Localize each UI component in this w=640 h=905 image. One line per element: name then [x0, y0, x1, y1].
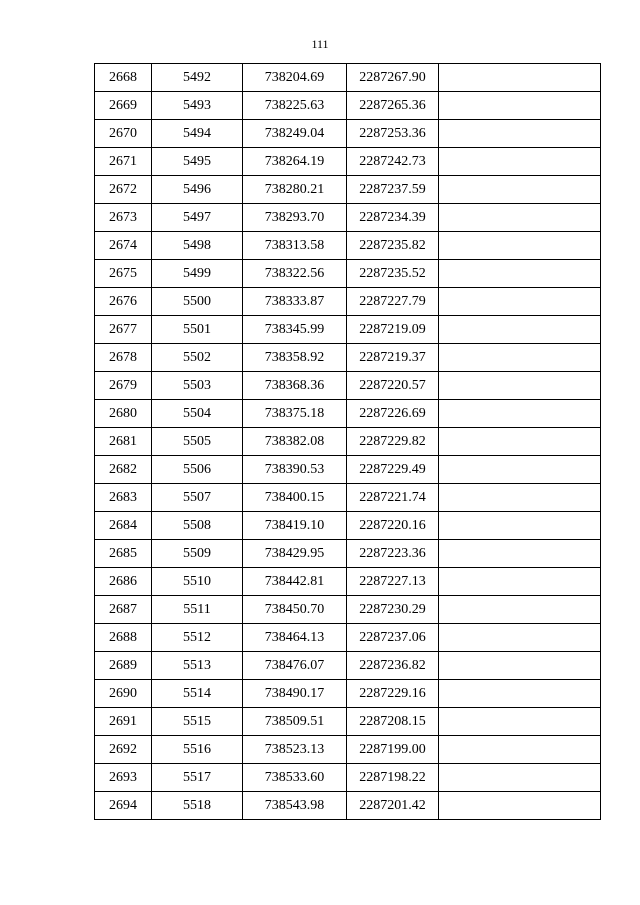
note-cell	[439, 372, 601, 400]
table-row	[95, 176, 601, 204]
note-cell	[439, 260, 601, 288]
y-coordinate-cell: 2287237.59	[347, 176, 439, 204]
note-cell	[439, 288, 601, 316]
note-cell	[439, 456, 601, 484]
table-row	[95, 400, 601, 428]
point-id-cell: 5501	[152, 316, 243, 344]
row-index-cell: 2683	[95, 484, 152, 512]
table-row	[95, 736, 601, 764]
point-id-cell: 5493	[152, 92, 243, 120]
note-cell	[439, 428, 601, 456]
note-cell	[439, 708, 601, 736]
note-cell	[439, 120, 601, 148]
note-cell	[439, 204, 601, 232]
row-index-cell: 2677	[95, 316, 152, 344]
x-coordinate-cell: 738333.87	[243, 288, 347, 316]
point-id-cell: 5512	[152, 624, 243, 652]
y-coordinate-cell: 2287201.42	[347, 792, 439, 820]
row-index-cell: 2674	[95, 232, 152, 260]
x-coordinate-cell: 738313.58	[243, 232, 347, 260]
row-index-cell: 2680	[95, 400, 152, 428]
point-id-cell: 5514	[152, 680, 243, 708]
y-coordinate-cell: 2287198.22	[347, 764, 439, 792]
x-coordinate-cell: 738249.04	[243, 120, 347, 148]
row-index-cell: 2691	[95, 708, 152, 736]
point-id-cell: 5497	[152, 204, 243, 232]
x-coordinate-cell: 738358.92	[243, 344, 347, 372]
coordinates-table	[94, 63, 601, 820]
row-index-cell: 2676	[95, 288, 152, 316]
table-row	[95, 764, 601, 792]
point-id-cell: 5494	[152, 120, 243, 148]
point-id-cell: 5498	[152, 232, 243, 260]
note-cell	[439, 764, 601, 792]
x-coordinate-cell: 738419.10	[243, 512, 347, 540]
note-cell	[439, 596, 601, 624]
y-coordinate-cell: 2287230.29	[347, 596, 439, 624]
row-index-cell: 2686	[95, 568, 152, 596]
x-coordinate-cell: 738543.98	[243, 792, 347, 820]
table-row	[95, 596, 601, 624]
row-index-cell: 2681	[95, 428, 152, 456]
x-coordinate-cell: 738264.19	[243, 148, 347, 176]
y-coordinate-cell: 2287229.49	[347, 456, 439, 484]
x-coordinate-cell: 738390.53	[243, 456, 347, 484]
x-coordinate-cell: 738225.63	[243, 92, 347, 120]
note-cell	[439, 624, 601, 652]
row-index-cell: 2684	[95, 512, 152, 540]
point-id-cell: 5506	[152, 456, 243, 484]
table-row	[95, 372, 601, 400]
row-index-cell: 2693	[95, 764, 152, 792]
y-coordinate-cell: 2287234.39	[347, 204, 439, 232]
table-row	[95, 512, 601, 540]
y-coordinate-cell: 2287242.73	[347, 148, 439, 176]
x-coordinate-cell: 738345.99	[243, 316, 347, 344]
point-id-cell: 5509	[152, 540, 243, 568]
table-row	[95, 120, 601, 148]
note-cell	[439, 484, 601, 512]
y-coordinate-cell: 2287237.06	[347, 624, 439, 652]
table-row	[95, 92, 601, 120]
point-id-cell: 5508	[152, 512, 243, 540]
y-coordinate-cell: 2287226.69	[347, 400, 439, 428]
x-coordinate-cell: 738382.08	[243, 428, 347, 456]
note-cell	[439, 400, 601, 428]
point-id-cell: 5504	[152, 400, 243, 428]
table-row	[95, 260, 601, 288]
note-cell	[439, 736, 601, 764]
row-index-cell: 2688	[95, 624, 152, 652]
x-coordinate-cell: 738400.15	[243, 484, 347, 512]
y-coordinate-cell: 2287220.57	[347, 372, 439, 400]
x-coordinate-cell: 738450.70	[243, 596, 347, 624]
y-coordinate-cell: 2287220.16	[347, 512, 439, 540]
table-row	[95, 484, 601, 512]
note-cell	[439, 512, 601, 540]
row-index-cell: 2692	[95, 736, 152, 764]
point-id-cell: 5500	[152, 288, 243, 316]
y-coordinate-cell: 2287229.82	[347, 428, 439, 456]
x-coordinate-cell: 738490.17	[243, 680, 347, 708]
point-id-cell: 5496	[152, 176, 243, 204]
y-coordinate-cell: 2287267.90	[347, 64, 439, 92]
point-id-cell: 5517	[152, 764, 243, 792]
row-index-cell: 2678	[95, 344, 152, 372]
point-id-cell: 5495	[152, 148, 243, 176]
point-id-cell: 5507	[152, 484, 243, 512]
table-row	[95, 288, 601, 316]
y-coordinate-cell: 2287253.36	[347, 120, 439, 148]
row-index-cell: 2685	[95, 540, 152, 568]
note-cell	[439, 792, 601, 820]
point-id-cell: 5505	[152, 428, 243, 456]
point-id-cell: 5499	[152, 260, 243, 288]
note-cell	[439, 344, 601, 372]
x-coordinate-cell: 738509.51	[243, 708, 347, 736]
y-coordinate-cell: 2287229.16	[347, 680, 439, 708]
y-coordinate-cell: 2287221.74	[347, 484, 439, 512]
note-cell	[439, 540, 601, 568]
x-coordinate-cell: 738476.07	[243, 652, 347, 680]
x-coordinate-cell: 738204.69	[243, 64, 347, 92]
note-cell	[439, 64, 601, 92]
y-coordinate-cell: 2287235.52	[347, 260, 439, 288]
table-row	[95, 652, 601, 680]
x-coordinate-cell: 738429.95	[243, 540, 347, 568]
note-cell	[439, 148, 601, 176]
note-cell	[439, 680, 601, 708]
row-index-cell: 2694	[95, 792, 152, 820]
point-id-cell: 5510	[152, 568, 243, 596]
note-cell	[439, 232, 601, 260]
y-coordinate-cell: 2287208.15	[347, 708, 439, 736]
row-index-cell: 2672	[95, 176, 152, 204]
table-row	[95, 708, 601, 736]
table-row	[95, 540, 601, 568]
x-coordinate-cell: 738322.56	[243, 260, 347, 288]
y-coordinate-cell: 2287265.36	[347, 92, 439, 120]
y-coordinate-cell: 2287219.09	[347, 316, 439, 344]
point-id-cell: 5492	[152, 64, 243, 92]
table-row	[95, 568, 601, 596]
table-row	[95, 456, 601, 484]
row-index-cell: 2675	[95, 260, 152, 288]
table-row	[95, 792, 601, 820]
table-row	[95, 680, 601, 708]
x-coordinate-cell: 738533.60	[243, 764, 347, 792]
note-cell	[439, 652, 601, 680]
y-coordinate-cell: 2287223.36	[347, 540, 439, 568]
row-index-cell: 2687	[95, 596, 152, 624]
y-coordinate-cell: 2287236.82	[347, 652, 439, 680]
row-index-cell: 2689	[95, 652, 152, 680]
x-coordinate-cell: 738464.13	[243, 624, 347, 652]
x-coordinate-cell: 738280.21	[243, 176, 347, 204]
point-id-cell: 5515	[152, 708, 243, 736]
note-cell	[439, 568, 601, 596]
y-coordinate-cell: 2287227.79	[347, 288, 439, 316]
row-index-cell: 2670	[95, 120, 152, 148]
coordinates-table-body	[95, 64, 601, 820]
y-coordinate-cell: 2287235.82	[347, 232, 439, 260]
note-cell	[439, 92, 601, 120]
row-index-cell: 2679	[95, 372, 152, 400]
table-row	[95, 344, 601, 372]
table-row	[95, 148, 601, 176]
row-index-cell: 2668	[95, 64, 152, 92]
x-coordinate-cell: 738293.70	[243, 204, 347, 232]
row-index-cell: 2669	[95, 92, 152, 120]
table-row	[95, 316, 601, 344]
x-coordinate-cell: 738375.18	[243, 400, 347, 428]
row-index-cell: 2671	[95, 148, 152, 176]
point-id-cell: 5516	[152, 736, 243, 764]
x-coordinate-cell: 738523.13	[243, 736, 347, 764]
point-id-cell: 5518	[152, 792, 243, 820]
row-index-cell: 2673	[95, 204, 152, 232]
point-id-cell: 5503	[152, 372, 243, 400]
table-row	[95, 624, 601, 652]
note-cell	[439, 316, 601, 344]
y-coordinate-cell: 2287227.13	[347, 568, 439, 596]
table-row	[95, 428, 601, 456]
table-row	[95, 232, 601, 260]
point-id-cell: 5513	[152, 652, 243, 680]
y-coordinate-cell: 2287219.37	[347, 344, 439, 372]
row-index-cell: 2682	[95, 456, 152, 484]
table-row	[95, 204, 601, 232]
x-coordinate-cell: 738442.81	[243, 568, 347, 596]
table-row	[95, 64, 601, 92]
note-cell	[439, 176, 601, 204]
row-index-cell: 2690	[95, 680, 152, 708]
page-number: 111	[311, 37, 329, 51]
point-id-cell: 5502	[152, 344, 243, 372]
y-coordinate-cell: 2287199.00	[347, 736, 439, 764]
x-coordinate-cell: 738368.36	[243, 372, 347, 400]
point-id-cell: 5511	[152, 596, 243, 624]
